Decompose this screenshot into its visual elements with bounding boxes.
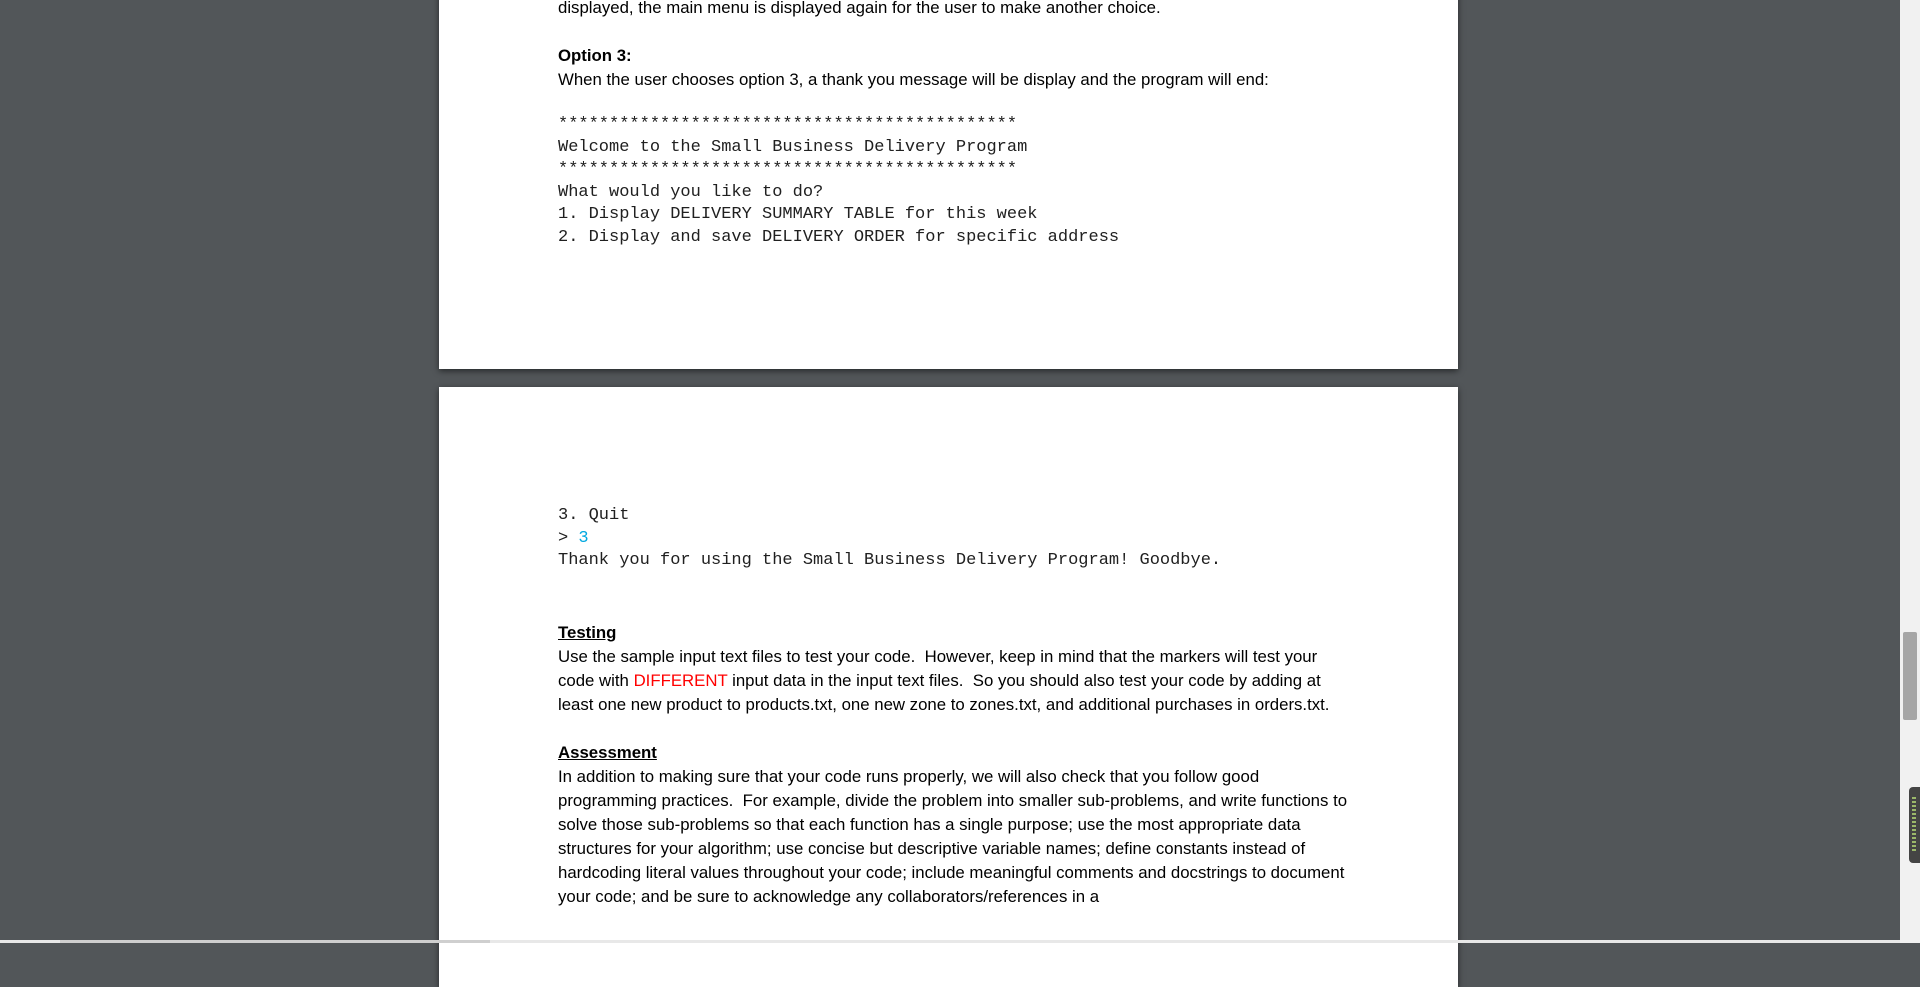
testing-paragraph [558, 645, 1348, 717]
paragraph-continuation: displayed, the main menu is displayed again for the user to make another choice. [558, 0, 1161, 17]
code-welcome: Welcome to the Small Business Delivery Program [558, 137, 1028, 157]
option3-heading: Option 3: [558, 46, 632, 65]
side-panel-handle[interactable] [1909, 787, 1920, 863]
document-page-2 [439, 387, 1458, 987]
code-stars-bottom: ********************************************* [558, 160, 1018, 179]
assessment-paragraph: In addition to making sure that your code runs properly, we will also check that you follow good programming practices. For example, divide the problem into smaller sub-problems, and write functions to solve those sub-problems so that each function has a single purpose; use the most appropriate data structures for your algorithm; use concise but descriptive variable names; define constants instead of hardcoding literal values throughout your code; include meaningful comments and docstrings to document your code; and be sure to acknowledge any collaborators/references in a [558, 766, 1352, 906]
console-output-block [558, 114, 1348, 249]
code-stars-top: ********************************************* [558, 115, 1018, 134]
grip-icon [1912, 797, 1916, 853]
testing-highlight: DIFFERENT [633, 670, 728, 690]
code-prompt-line [558, 528, 1348, 551]
document-page-1 [439, 0, 1458, 369]
console-output-block-2 [558, 505, 1348, 573]
code-menu-1: 1. Display DELIVERY SUMMARY TABLE for this week [558, 205, 1038, 224]
code-goodbye: Thank you for using the Small Business Delivery Program! Goodbye. [558, 551, 1222, 570]
code-question: What would you like to do? [558, 182, 824, 202]
scrollbar-thumb[interactable] [1903, 632, 1917, 720]
code-menu-2: 2. Display and save DELIVERY ORDER for specific address [558, 227, 1120, 247]
code-menu-3: 3. Quit [558, 506, 630, 525]
testing-heading: Testing [558, 622, 617, 642]
code-input-value: 3 [578, 528, 589, 548]
assessment-heading: Assessment [558, 742, 657, 762]
option3-text: When the user chooses option 3, a thank you message will be display and the program will end: [558, 70, 1269, 89]
testing-text-after: input data in the input text files. So you should also test your code by adding at least one new product to products.txt, one new zone to zones.txt, and additional purchases in orders.txt. [558, 670, 1330, 714]
testing-text-before: Use the sample input text files to test your code. However, keep in mind that the markers will test your code with [558, 646, 1322, 690]
code-prompt: > [558, 528, 579, 548]
